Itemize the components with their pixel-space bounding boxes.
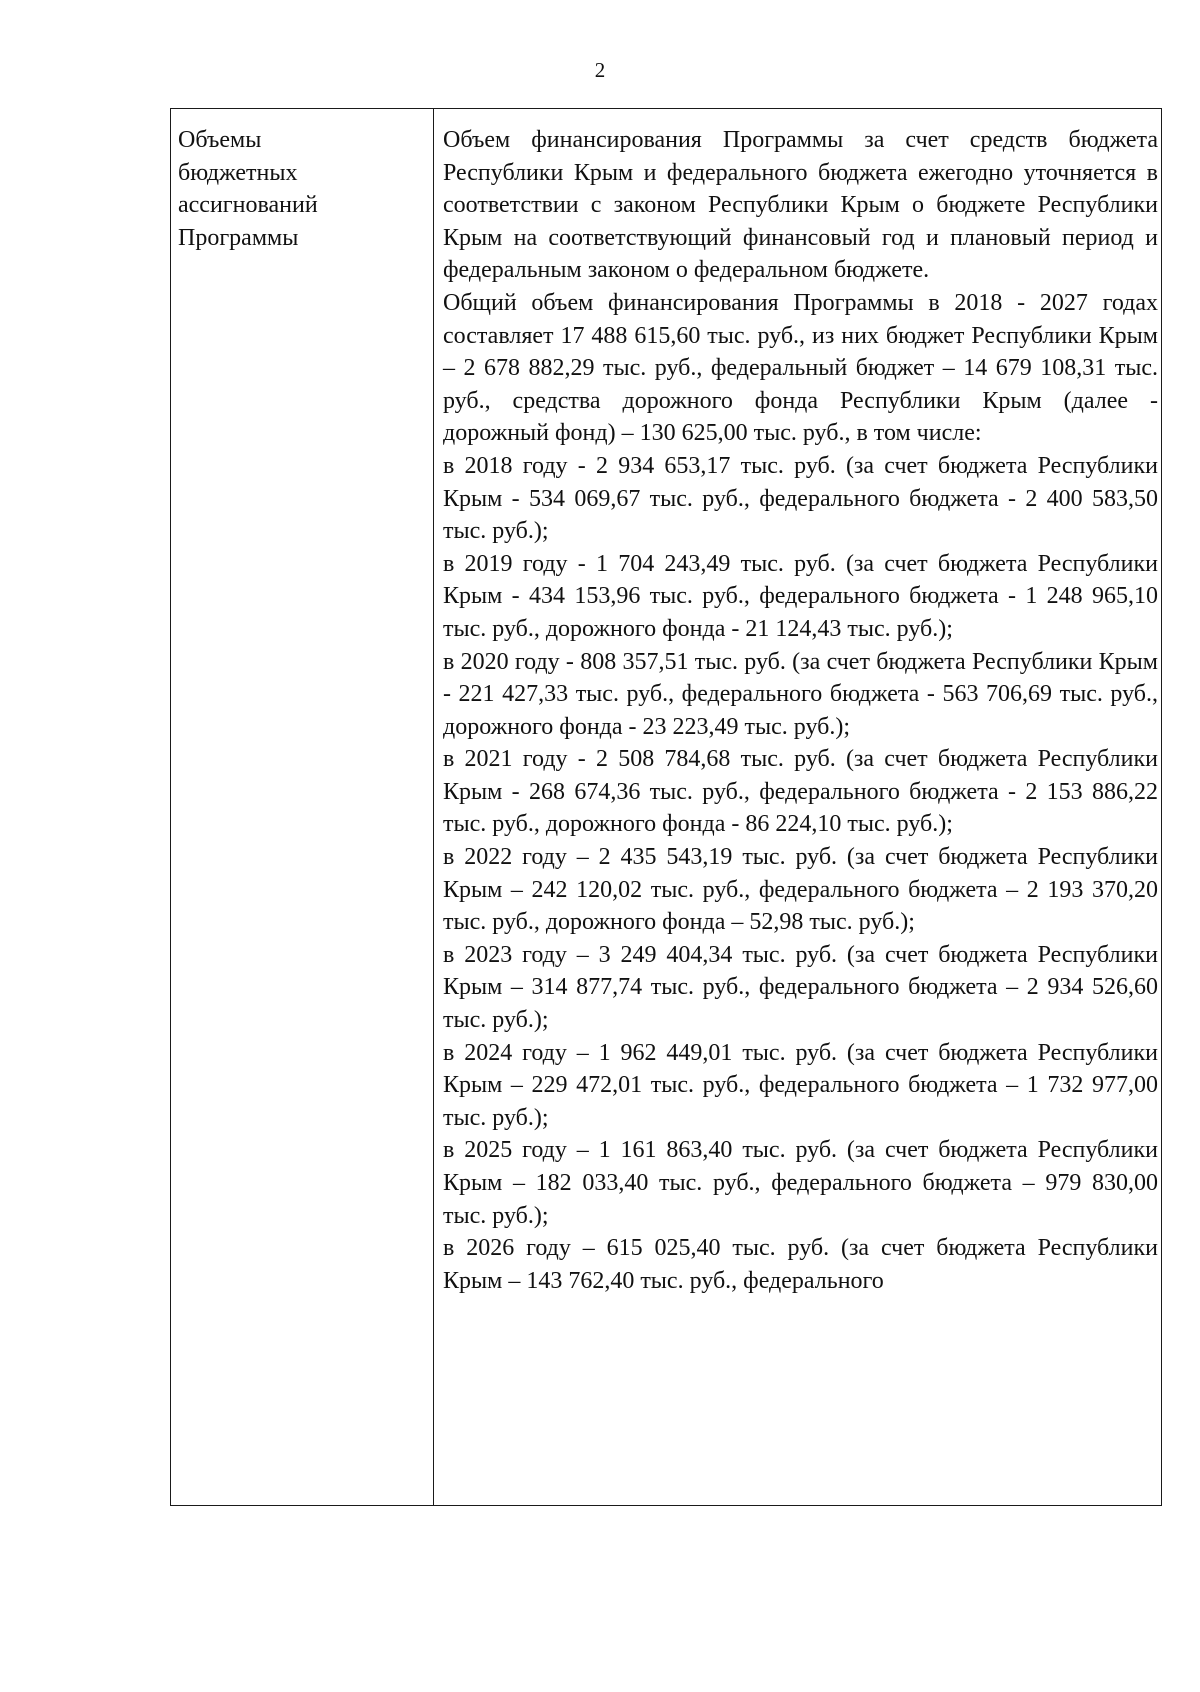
table-content-cell	[443, 124, 1158, 1297]
financing-year-paragraph: в 2018 году - 2 934 653,17 тыс. руб. (за счет бюджета Республики Крым - 534 069,67 тыс. руб., федерального бюджета - 2 400 583,50 тыс. руб.);	[443, 452, 1158, 545]
label-line: бюджетных	[178, 159, 298, 186]
financing-year-paragraph: в 2024 году – 1 962 449,01 тыс. руб. (за счет бюджета Республики Крым – 229 472,01 тыс. руб., федерального бюджета – 1 732 977,00 тыс. руб.);	[443, 1039, 1158, 1131]
financing-intro-paragraph: Объем финансирования Программы за счет средств бюджета Республики Крым и федерального бюджета ежегодно уточняется в соответствии с законом Республики Крым о бюджете Республики Крым на соответствующий финансовый год и плановый период и федеральным законом о федеральном бюджете.	[443, 127, 1158, 284]
page-number: 2	[594, 58, 606, 82]
label-line: ассигнований	[178, 192, 318, 219]
table-label-cell	[178, 124, 423, 254]
financing-year-paragraph: в 2026 году – 615 025,40 тыс. руб. (за счет бюджета Республики Крым – 143 762,40 тыс. руб., федерального	[443, 1235, 1158, 1294]
label-line: Объемы	[178, 127, 262, 153]
label-line: Программы	[178, 224, 299, 251]
column-divider	[433, 109, 434, 1505]
financing-year-paragraph: в 2020 году - 808 357,51 тыс. руб. (за счет бюджета Республики Крым - 221 427,33 тыс. руб., федерального бюджета - 563 706,69 тыс. руб., дорожного фонда - 23 223,49 тыс. руб.);	[443, 648, 1158, 740]
financing-year-paragraph: в 2022 году – 2 435 543,19 тыс. руб. (за счет бюджета Республики Крым – 242 120,02 тыс. руб., федерального бюджета – 2 193 370,20 тыс. руб., дорожного фонда – 52,98 тыс. руб.);	[443, 844, 1158, 936]
financing-year-paragraph: в 2021 году - 2 508 784,68 тыс. руб. (за счет бюджета Республики Крым - 268 674,36 тыс. руб., федерального бюджета - 2 153 886,22 тыс. руб., дорожного фонда - 86 224,10 тыс. руб.);	[443, 746, 1158, 838]
financing-total-paragraph: Общий объем финансирования Программы в 2018 - 2027 годах составляет 17 488 615,60 тыс. руб., из них бюджет Республики Крым – 2 678 882,29 тыс. руб., федеральный бюджет – 14 679 108,31 тыс. руб., средства дорожного фонда Республики Крым (далее - дорожный фонд) – 130 625,00 тыс. руб., в том числе:	[443, 289, 1158, 447]
financing-year-paragraph: в 2023 году – 3 249 404,34 тыс. руб. (за счет бюджета Республики Крым – 314 877,74 тыс. руб., федерального бюджета – 2 934 526,60 тыс. руб.);	[443, 941, 1158, 1034]
financing-year-paragraph: в 2019 году - 1 704 243,49 тыс. руб. (за счет бюджета Республики Крым - 434 153,96 тыс. руб., федерального бюджета - 1 248 965,10 тыс. руб., дорожного фонда - 21 124,43 тыс. руб.);	[443, 550, 1158, 642]
financing-year-paragraph: в 2025 году – 1 161 863,40 тыс. руб. (за счет бюджета Республики Крым – 182 033,40 тыс. руб., федерального бюджета – 979 830,00 тыс. руб.);	[443, 1137, 1158, 1229]
budget-table	[170, 108, 1162, 1506]
